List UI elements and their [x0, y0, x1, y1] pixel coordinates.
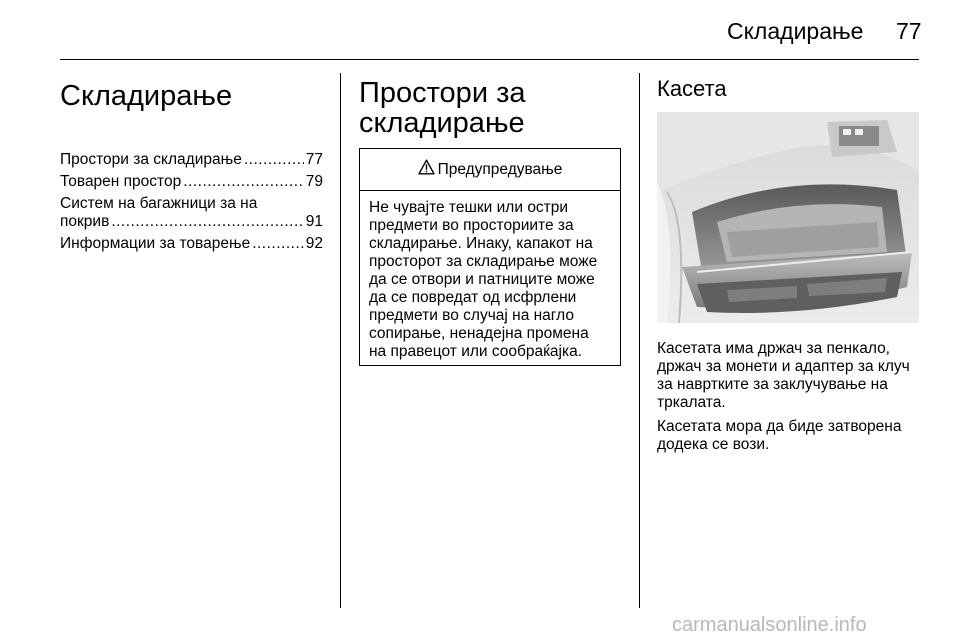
toc-entry[interactable] [60, 195, 323, 231]
toc-entry-page: 92 [305, 235, 323, 252]
toc-entry-text: Информации за товарење [60, 235, 251, 252]
toc-leader [111, 213, 303, 231]
warning-line: на правецот или сообраќајка. [369, 343, 583, 360]
toc-entry[interactable] [60, 173, 323, 191]
warning-line: сопирање, ненадејна промена [369, 325, 589, 342]
header-title: Складирање [727, 18, 864, 44]
watermark: carmanualsonline.info [672, 614, 867, 636]
warning-line: да се отвори и патниците може [369, 271, 595, 288]
warning-line: просторот за складирање може [369, 253, 598, 270]
page-number: 77 [896, 18, 922, 44]
text-line: додека се вози. [657, 436, 770, 453]
warning-title: Предупредување [437, 160, 563, 178]
text-line: Касетата мора да биде затворена [657, 418, 902, 435]
text-line: држач за монети и адаптер за клуч [657, 358, 910, 375]
section-title-line2: складирање [359, 107, 525, 139]
column-divider-left [340, 73, 341, 608]
column-divider-right [639, 73, 640, 608]
toc-entry-text: Простори за складирање [60, 151, 242, 168]
cassette-description [657, 340, 923, 460]
warning-box [359, 148, 621, 366]
toc-entry-page: 79 [305, 173, 323, 190]
warning-line: предмети во случај на нагло [369, 307, 574, 324]
warning-text [360, 191, 620, 361]
section-title-line1: Простори за [359, 77, 526, 109]
toc-entry[interactable] [60, 151, 323, 169]
warning-line: складирање. Инаку, капакот на [369, 235, 593, 252]
warning-triangle-icon [418, 159, 435, 180]
toc-entry-text: Товарен простор [60, 173, 182, 190]
warning-line: Не чувајте тешки или остри [369, 199, 569, 216]
toc-entry-text: покрив [60, 213, 110, 230]
header-rule [60, 59, 919, 60]
warning-line: да се повредат од исфрлени [369, 289, 577, 306]
toc-entry-page: 91 [305, 213, 323, 230]
warning-line: предмети во просториите за [369, 217, 574, 234]
glovebox-photo [657, 112, 919, 323]
toc-leader [252, 235, 304, 253]
text-line: Касетата има држач за пенкало, [657, 340, 890, 357]
warning-header [360, 149, 620, 191]
toc-leader [244, 151, 304, 169]
chapter-title: Складирање [60, 80, 233, 112]
text-line: за навртките за заклучување на [657, 376, 888, 393]
text-line: тркалата. [657, 394, 726, 411]
toc-entry-text-line1: Систем на багажници за на [60, 195, 258, 212]
toc-entry-page: 77 [305, 151, 323, 168]
toc-entry[interactable] [60, 235, 323, 253]
cassette-paragraph-2 [657, 418, 923, 454]
cassette-title: Касета [657, 76, 727, 101]
cassette-paragraph-1 [657, 340, 923, 412]
table-of-contents [60, 151, 323, 257]
section-title [359, 78, 619, 138]
toc-leader [183, 173, 304, 191]
